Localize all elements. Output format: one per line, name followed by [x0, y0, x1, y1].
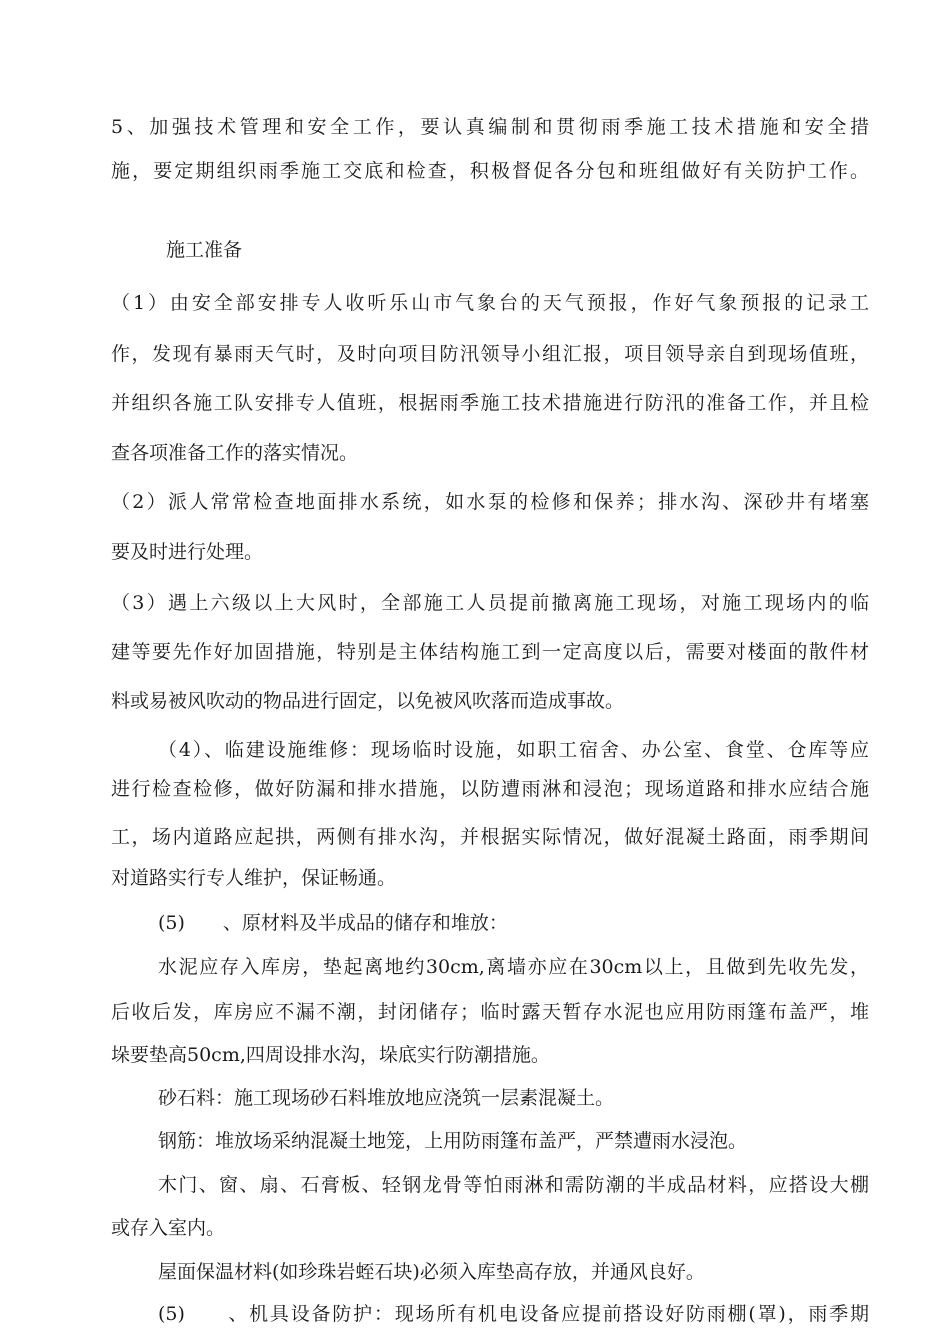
item-4-line-2: 进行检查检修，做好防漏和排水措施，以防遭雨淋和浸泡；现场道路和排水应结合施 — [111, 778, 869, 800]
doors-windows-line-1: 木门、窗、扇、石膏板、轻钢龙骨等怕雨淋和需防潮的半成品材料，应搭设大棚 — [158, 1174, 869, 1196]
paragraph-5-line-2: 施，要定期组织雨季施工交底和检查，积极督促各分包和班组做好有关防护工作。 — [111, 160, 869, 182]
item-3-line-1: （3）遇上六级以上大风时，全部施工人员提前撤离施工现场，对施工现场内的临 — [111, 592, 869, 614]
roof-insulation-line: 屋面保温材料(如珍珠岩蛭石块)必须入库垫高存放，并通风良好。 — [158, 1261, 705, 1283]
rebar-line: 钢筋：堆放场采纳混凝土地笼，上用防雨篷布盖严，严禁遭雨水浸泡。 — [158, 1130, 748, 1152]
cement-line-1: 水泥应存入库房，垫起离地约30cm,离墙亦应在30cm以上，且做到先收先发， — [158, 956, 869, 978]
cement-line-2: 后收后发，库房应不漏不潮，封闭储存；临时露天暂存水泥也应用防雨篷布盖严，堆 — [111, 1001, 869, 1023]
item-4-line-4: 对道路实行专人维护，保证畅通。 — [111, 867, 397, 889]
item-2-line-1: （2）派人常常检查地面排水系统，如水泵的检修和保养；排水沟、深砂井有堵塞 — [111, 491, 869, 513]
item-4-line-1: （4）、临建设施维修：现场临时设施，如职工宿舍、办公室、食堂、仓库等应 — [158, 739, 869, 761]
item-3-line-2: 建等要先作好加固措施，特别是主体结构施工到一定高度以后，需要对楼面的散件材 — [111, 641, 869, 663]
cement-line-3: 垛要垫高50cm,四周设排水沟，垛底实行防潮措施。 — [111, 1044, 550, 1066]
paragraph-5-line-1: 5、加强技术管理和安全工作，要认真编制和贯彻雨季施工技术措施和安全措 — [111, 116, 869, 138]
item-2-line-2: 要及时进行处理。 — [111, 541, 264, 563]
item-3-line-3: 料或易被风吹动的物品进行固定，以免被风吹落而造成事故。 — [111, 690, 625, 712]
section-heading: 施工准备 — [166, 239, 243, 261]
item-1-line-3: 并组织各施工队安排专人值班，根据雨季施工技术措施进行防汛的准备工作，并且检 — [111, 392, 869, 414]
sand-gravel-line: 砂石料：施工现场砂石料堆放地应浇筑一层素混凝土。 — [158, 1087, 615, 1109]
item-5-heading: (5) 、原材料及半成品的储存和堆放： — [158, 912, 508, 934]
item-1-line-2: 作，发现有暴雨天气时，及时向项目防汛领导小组汇报，项目领导亲自到现场值班， — [111, 343, 869, 365]
equipment-protection-line: (5) 、机具设备防护：现场所有机电设备应提前搭设好防雨棚(罩)，雨季期 — [158, 1303, 869, 1325]
item-1-line-1: （1）由安全部安排专人收听乐山市气象台的天气预报，作好气象预报的记录工 — [111, 292, 869, 314]
doors-windows-line-2: 或存入室内。 — [111, 1217, 226, 1239]
item-1-line-4: 查各项准备工作的落实情况。 — [111, 442, 359, 464]
item-4-line-3: 工，场内道路应起拱，两侧有排水沟，并根据实际情况，做好混凝土路面，雨季期间 — [111, 826, 869, 848]
